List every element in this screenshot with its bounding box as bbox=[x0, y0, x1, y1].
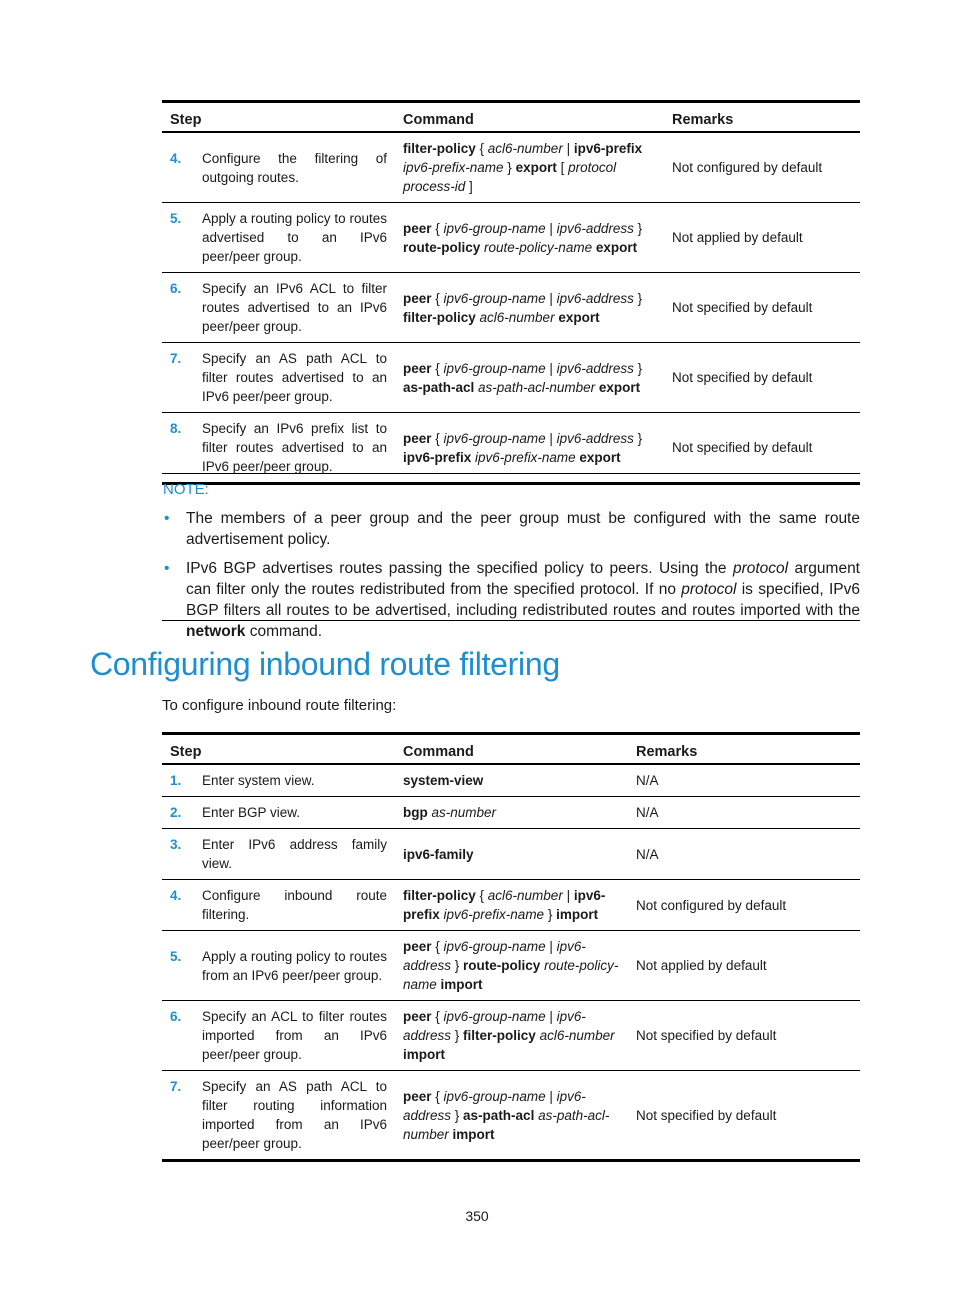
step-description: Apply a routing policy to routes advertised to an IPv6 peer/peer group. bbox=[202, 211, 387, 264]
bullet-icon: • bbox=[164, 560, 170, 577]
command-text: filter-policy { acl6-number | ipv6-prefix ipv6-prefix-name } export [ protocol process-id ] bbox=[403, 141, 643, 194]
remarks-cell: N/A bbox=[628, 829, 860, 880]
table-header-row bbox=[162, 102, 860, 133]
step-cell bbox=[162, 931, 395, 1001]
header-remarks: Remarks bbox=[628, 734, 860, 765]
command-text: system-view bbox=[403, 773, 484, 788]
step-cell bbox=[162, 764, 395, 797]
step-cell bbox=[162, 880, 395, 931]
command-text: peer { ipv6-group-name | ipv6-address } as-path-acl as-path-acl-number export bbox=[403, 360, 643, 395]
step-cell bbox=[162, 1071, 395, 1161]
step-cell bbox=[162, 203, 395, 273]
remarks-cell: Not specified by default bbox=[664, 343, 860, 413]
step-description: Specify an AS path ACL to filter routes advertised to an IPv6 peer/peer group. bbox=[202, 351, 387, 404]
note-list bbox=[162, 508, 860, 650]
note-item bbox=[162, 558, 860, 642]
remarks-cell: Not specified by default bbox=[628, 1071, 860, 1161]
step-cell bbox=[162, 829, 395, 880]
note-top-rule bbox=[162, 473, 860, 474]
command-cell bbox=[395, 132, 664, 203]
command-text: peer { ipv6-group-name | ipv6-address } route-policy route-policy-name import bbox=[403, 939, 619, 992]
command-text: peer { ipv6-group-name | ipv6-address } route-policy route-policy-name export bbox=[403, 220, 643, 255]
step-number: 7. bbox=[170, 1079, 182, 1094]
command-text: peer { ipv6-group-name | ipv6-address } filter-policy acl6-number import bbox=[403, 1009, 615, 1062]
step-number: 4. bbox=[170, 150, 182, 166]
table-row bbox=[162, 797, 860, 829]
step-number: 5. bbox=[170, 211, 182, 226]
step-description: Enter BGP view. bbox=[202, 805, 301, 820]
command-cell bbox=[395, 797, 628, 829]
table-row bbox=[162, 273, 860, 343]
table-header-row bbox=[162, 734, 860, 765]
remarks-cell: Not applied by default bbox=[628, 931, 860, 1001]
header-command: Command bbox=[395, 734, 628, 765]
step-description: Enter IPv6 address family view. bbox=[202, 837, 387, 871]
table-row bbox=[162, 343, 860, 413]
step-cell bbox=[162, 1001, 395, 1071]
step-number: 2. bbox=[170, 805, 182, 820]
command-cell bbox=[395, 829, 628, 880]
remarks-cell: Not configured by default bbox=[664, 132, 860, 203]
remarks-cell: Not specified by default bbox=[664, 273, 860, 343]
step-description: Enter system view. bbox=[202, 773, 315, 788]
note-item bbox=[162, 508, 860, 550]
step-number: 4. bbox=[170, 888, 182, 903]
step-number: 8. bbox=[170, 421, 182, 436]
note-item-text: The members of a peer group and the peer group must be configured with the same route advertisement policy. bbox=[186, 510, 860, 548]
page-number: 350 bbox=[465, 1208, 489, 1224]
step-number: 1. bbox=[170, 773, 182, 788]
command-text: bgp as-number bbox=[403, 805, 497, 820]
inbound-filter-table bbox=[162, 732, 860, 1162]
remarks-cell: Not applied by default bbox=[664, 203, 860, 273]
section-intro: To configure inbound route filtering: bbox=[162, 697, 397, 714]
command-text: peer { ipv6-group-name | ipv6-address } as-path-acl as-path-acl-number import bbox=[403, 1088, 610, 1142]
command-cell bbox=[395, 273, 664, 343]
step-cell bbox=[162, 343, 395, 413]
step-description: Specify an AS path ACL to filter routing information imported from an IPv6 peer/peer group. bbox=[202, 1079, 387, 1151]
table-row bbox=[162, 203, 860, 273]
step-number: 6. bbox=[170, 1009, 182, 1024]
command-text: peer { ipv6-group-name | ipv6-address } filter-policy acl6-number export bbox=[403, 290, 643, 325]
header-step: Step bbox=[162, 734, 395, 765]
header-step: Step bbox=[162, 102, 395, 133]
step-description: Specify an IPv6 prefix list to filter routes advertised to an IPv6 peer/peer group. bbox=[202, 421, 387, 474]
step-number: 3. bbox=[170, 837, 182, 852]
command-text: peer { ipv6-group-name | ipv6-address } ipv6-prefix ipv6-prefix-name export bbox=[403, 430, 643, 465]
command-cell bbox=[395, 880, 628, 931]
bullet-icon: • bbox=[164, 510, 170, 527]
header-remarks: Remarks bbox=[664, 102, 860, 133]
command-cell bbox=[395, 1001, 628, 1071]
section-title: Configuring inbound route filtering bbox=[90, 646, 560, 682]
step-cell bbox=[162, 797, 395, 829]
remarks-cell: N/A bbox=[628, 797, 860, 829]
outbound-filter-table bbox=[162, 100, 860, 485]
table-row bbox=[162, 880, 860, 931]
table-row bbox=[162, 764, 860, 797]
step-description: Specify an IPv6 ACL to filter routes advertised to an IPv6 peer/peer group. bbox=[202, 281, 387, 334]
step-description: Configure inbound route filtering. bbox=[202, 888, 387, 922]
command-cell bbox=[395, 764, 628, 797]
table-row bbox=[162, 829, 860, 880]
command-cell bbox=[395, 1071, 628, 1161]
step-description: Apply a routing policy to routes from an IPv6 peer/peer group. bbox=[202, 948, 387, 983]
header-command: Command bbox=[395, 102, 664, 133]
table-row bbox=[162, 931, 860, 1001]
command-text: ipv6-family bbox=[403, 846, 474, 862]
note-item-text: IPv6 BGP advertises routes passing the specified policy to peers. Using the protocol argument can filter only the routes redistributed from the specified protocol. If no protocol is specified, IPv6 BGP filters all routes to be advertised, including redistributed routes and routes imported with the network command. bbox=[186, 560, 860, 640]
remarks-cell: N/A bbox=[628, 764, 860, 797]
step-cell bbox=[162, 273, 395, 343]
command-cell bbox=[395, 343, 664, 413]
command-text: filter-policy { acl6-number | ipv6-prefix ipv6-prefix-name } import bbox=[403, 888, 606, 922]
step-number: 6. bbox=[170, 281, 182, 296]
table-row bbox=[162, 1071, 860, 1161]
note-label: NOTE: bbox=[163, 481, 209, 498]
step-number: 7. bbox=[170, 351, 182, 366]
step-description: Configure the filtering of outgoing routes. bbox=[202, 150, 387, 185]
remarks-cell: Not configured by default bbox=[628, 880, 860, 931]
table-row bbox=[162, 132, 860, 203]
note-bottom-rule bbox=[162, 620, 860, 621]
command-cell bbox=[395, 931, 628, 1001]
step-cell bbox=[162, 132, 395, 203]
remarks-cell: Not specified by default bbox=[628, 1001, 860, 1071]
table-row bbox=[162, 1001, 860, 1071]
remarks-cell: Not specified by default bbox=[664, 413, 860, 484]
step-number: 5. bbox=[170, 948, 182, 964]
command-cell bbox=[395, 203, 664, 273]
step-description: Specify an ACL to filter routes imported from an IPv6 peer/peer group. bbox=[202, 1009, 387, 1062]
